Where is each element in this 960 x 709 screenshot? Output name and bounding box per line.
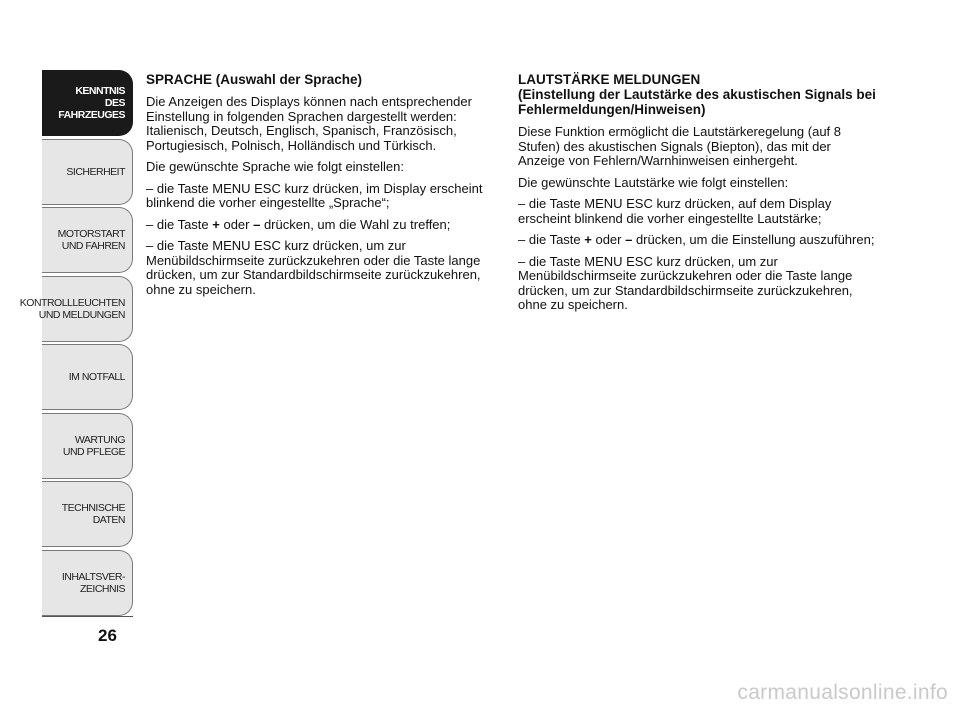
paragraph: – die Taste MENU ESC kurz drücken, auf dem Display erscheint blinkend die vorher eingestellte Lautstärke; [518, 196, 832, 226]
tab-label: MOTORSTART UND FAHREN [57, 228, 125, 252]
left-column [146, 72, 496, 304]
tab-label: KENNTNIS DES FAHRZEUGES [58, 85, 125, 121]
text: oder [591, 232, 626, 247]
paragraph: Die gewünschte Sprache wie folgt einstellen: [146, 159, 404, 174]
heading-line-1: LAUTSTÄRKE MELDUNGEN [518, 72, 701, 87]
paragraph: – die Taste MENU ESC kurz drücken, um zur Menübildschirmseite zurückzukehren oder die Taste lange drücken, um zur Standardbildschirmseite zurückzukehren, ohne zu speichern. [518, 253, 853, 312]
plus-symbol: + [212, 216, 220, 232]
tab-label: KONTROLLLEUCHTEN UND MELDUNGEN [19, 296, 125, 321]
tab-sicherheit[interactable] [42, 139, 133, 205]
paragraph: Diese Funktion ermöglicht die Lautstärkeregelung (auf 8 Stufen) des akustischen Signals (Biepton), das mit der Anzeige von Fehlern/Warnhinweisen einhergeht. [518, 124, 842, 168]
paragraph: Die Anzeigen des Displays können nach entsprechender Einstellung in folgenden Sprachen dargestellt werden: Italienisch, Deutsch, Englisch, Spanisch, Französisch, Portugiesisch, Polnisch, Holländisch und Türkisch. [146, 94, 472, 153]
tab-wartung-und-pflege[interactable] [42, 413, 133, 479]
minus-symbol: – [253, 216, 261, 232]
tab-inhaltsverzeichnis[interactable] [42, 550, 133, 616]
tab-label: WARTUNG UND PFLEGE [62, 433, 125, 458]
tab-kontrollleuchten-und-meldungen[interactable] [19, 276, 133, 342]
chapter-sidebar [19, 70, 133, 618]
tab-label: TECHNISCHE DATEN [61, 502, 125, 526]
watermark: carmanualsonline.info [737, 681, 948, 704]
tab-label: IM NOTFALL [68, 371, 125, 383]
heading-line-2: (Einstellung der Lautstärke des akustischen Signals bei Fehlermeldungen/Hinweisen) [518, 87, 876, 117]
text: drücken, um die Wahl zu treffen; [260, 216, 451, 232]
tab-kenntnis-des-fahrzeuges[interactable] [42, 70, 133, 136]
page-number: 26 [98, 626, 117, 645]
plus-symbol: + [584, 232, 592, 247]
tab-motorstart-und-fahren[interactable] [42, 207, 133, 273]
tab-label: SICHERHEIT [66, 165, 125, 178]
text: – die Taste [518, 232, 585, 247]
paragraph [518, 233, 878, 248]
paragraph [146, 218, 496, 233]
tab-technische-daten[interactable] [42, 481, 133, 547]
paragraph: – die Taste MENU ESC kurz drücken, um zur Menübildschirmseite zurückzukehren oder die Taste lange drücken, um zur Standardbildschirmseite zurückzukehren, ohne zu speichern. [146, 238, 481, 297]
section-heading-lautstaerke [518, 72, 878, 117]
sidebar-divider [42, 616, 133, 617]
text: – die Taste [146, 216, 213, 232]
paragraph: – die Taste MENU ESC kurz drücken, im Display erscheint blinkend die vorher eingestellte „Sprache“; [146, 180, 483, 210]
text: drücken, um die Einstellung auszuführen; [632, 232, 875, 247]
tab-im-notfall[interactable] [42, 344, 133, 410]
paragraph: Die gewünschte Lautstärke wie folgt einstellen: [518, 174, 789, 190]
tab-label: INHALTSVER- ZEICHNIS [61, 570, 125, 595]
text: oder [219, 216, 254, 232]
section-heading-sprache: SPRACHE (Auswahl der Sprache) [146, 72, 363, 87]
right-column [518, 72, 878, 320]
minus-symbol: – [625, 232, 633, 247]
